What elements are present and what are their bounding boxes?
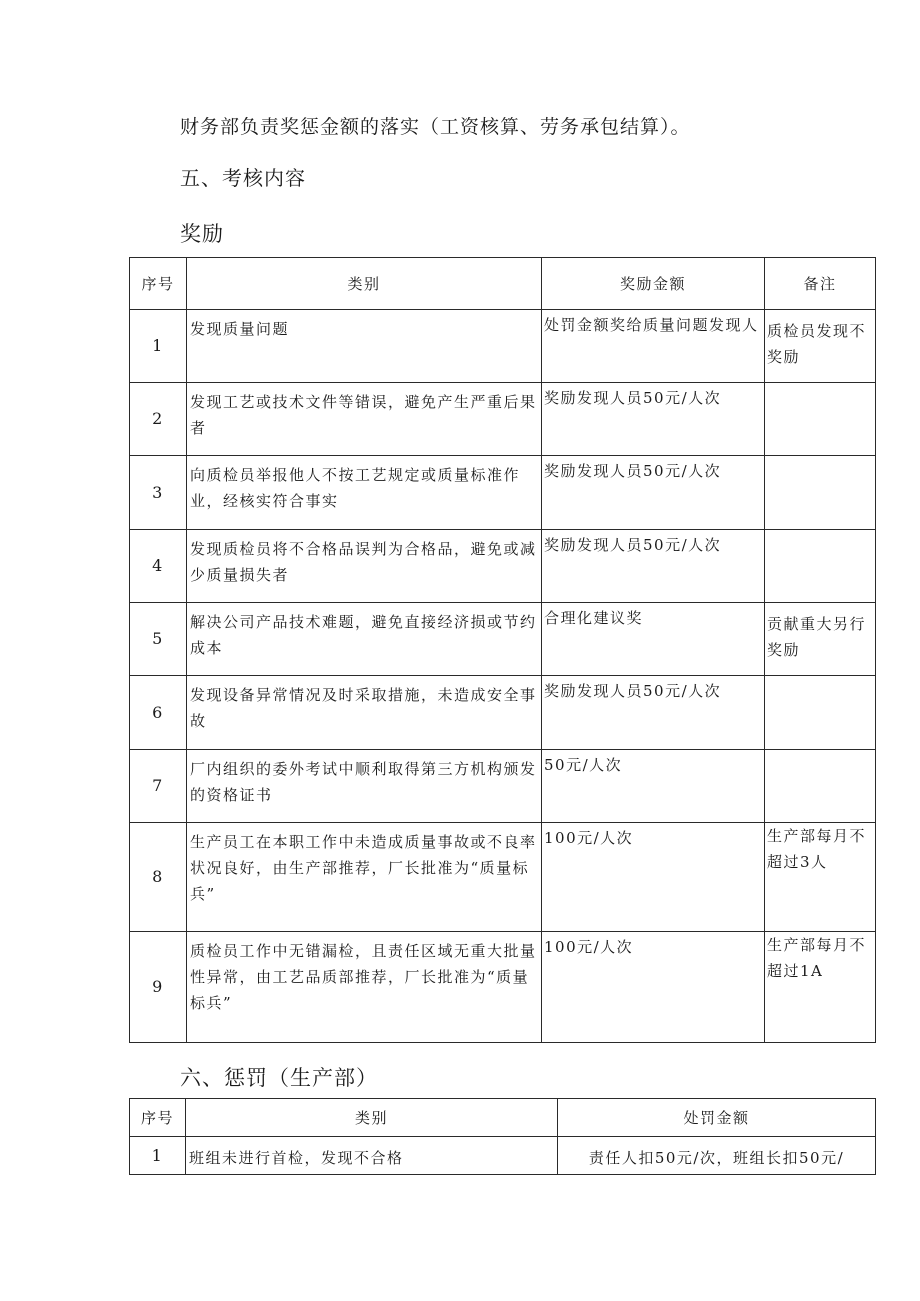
row-amount: 责任人扣50元/次，班组长扣50元/ bbox=[558, 1137, 876, 1175]
penalty-table-header-row bbox=[130, 1099, 876, 1137]
table-row bbox=[130, 603, 876, 676]
penalty-table bbox=[129, 1098, 876, 1175]
row-amount: 处罚金额奖给质量问题发现人 bbox=[542, 310, 765, 383]
row-category: 发现质量问题 bbox=[187, 310, 542, 383]
row-number: 3 bbox=[130, 456, 187, 530]
row-category: 向质检员举报他人不按工艺规定或质量标准作业，经核实符合事实 bbox=[187, 456, 542, 530]
row-number: 4 bbox=[130, 530, 187, 603]
row-amount: 100元/人次 bbox=[542, 932, 765, 1043]
row-note: 质检员发现不奖励 bbox=[765, 310, 876, 383]
row-category: 发现质检员将不合格品误判为合格品，避免或减少质量损失者 bbox=[187, 530, 542, 603]
table-row bbox=[130, 823, 876, 932]
row-note bbox=[765, 676, 876, 750]
table-row bbox=[130, 383, 876, 456]
row-note: 贡献重大另行奖励 bbox=[765, 603, 876, 676]
reward-heading: 奖励 bbox=[180, 222, 224, 246]
row-number: 9 bbox=[130, 932, 187, 1043]
row-number: 1 bbox=[130, 310, 187, 383]
header-category: 类别 bbox=[186, 1099, 558, 1137]
reward-table-header-row bbox=[130, 258, 876, 310]
row-category: 质检员工作中无错漏检，且责任区域无重大批量性异常，由工艺品质部推荐，厂长批准为“质量标兵” bbox=[187, 932, 542, 1043]
header-amount: 处罚金额 bbox=[558, 1099, 876, 1137]
row-amount: 奖励发现人员50元/人次 bbox=[542, 676, 765, 750]
table-row bbox=[130, 530, 876, 603]
row-number: 2 bbox=[130, 383, 187, 456]
row-amount: 奖励发现人员50元/人次 bbox=[542, 456, 765, 530]
header-no: 序号 bbox=[130, 258, 187, 310]
header-note: 备注 bbox=[765, 258, 876, 310]
row-category: 厂内组织的委外考试中顺利取得第三方机构颁发的资格证书 bbox=[187, 750, 542, 823]
row-number: 1 bbox=[130, 1137, 186, 1175]
header-no: 序号 bbox=[130, 1099, 186, 1137]
section-six-title: 六、惩罚（生产部） bbox=[180, 1066, 378, 1090]
table-row bbox=[130, 456, 876, 530]
reward-table bbox=[129, 257, 876, 1043]
row-number: 5 bbox=[130, 603, 187, 676]
section-five-title: 五、考核内容 bbox=[180, 166, 306, 190]
row-amount: 合理化建议奖 bbox=[542, 603, 765, 676]
row-note bbox=[765, 383, 876, 456]
row-number: 6 bbox=[130, 676, 187, 750]
table-row bbox=[130, 1137, 876, 1175]
row-number: 7 bbox=[130, 750, 187, 823]
table-row bbox=[130, 932, 876, 1043]
row-amount: 100元/人次 bbox=[542, 823, 765, 932]
table-row bbox=[130, 676, 876, 750]
row-note: 生产部每月不超过1A bbox=[765, 932, 876, 1043]
row-category: 发现设备异常情况及时采取措施，未造成安全事故 bbox=[187, 676, 542, 750]
row-note bbox=[765, 530, 876, 603]
row-category: 生产员工在本职工作中未造成质量事故或不良率状况良好，由生产部推荐，厂长批准为“质量标兵” bbox=[187, 823, 542, 932]
header-category: 类别 bbox=[187, 258, 542, 310]
row-note bbox=[765, 750, 876, 823]
row-category: 发现工艺或技术文件等错误，避免产生严重后果者 bbox=[187, 383, 542, 456]
row-amount: 50元/人次 bbox=[542, 750, 765, 823]
table-row bbox=[130, 310, 876, 383]
row-note bbox=[765, 456, 876, 530]
intro-paragraph: 财务部负责奖惩金额的落实（工资核算、劳务承包结算）。 bbox=[180, 116, 691, 138]
row-amount: 奖励发现人员50元/人次 bbox=[542, 530, 765, 603]
row-category: 解决公司产品技术难题，避免直接经济损或节约成本 bbox=[187, 603, 542, 676]
row-note: 生产部每月不超过3人 bbox=[765, 823, 876, 932]
row-category: 班组未进行首检，发现不合格 bbox=[186, 1137, 558, 1175]
row-amount: 奖励发现人员50元/人次 bbox=[542, 383, 765, 456]
row-number: 8 bbox=[130, 823, 187, 932]
table-row bbox=[130, 750, 876, 823]
header-amount: 奖励金额 bbox=[542, 258, 765, 310]
